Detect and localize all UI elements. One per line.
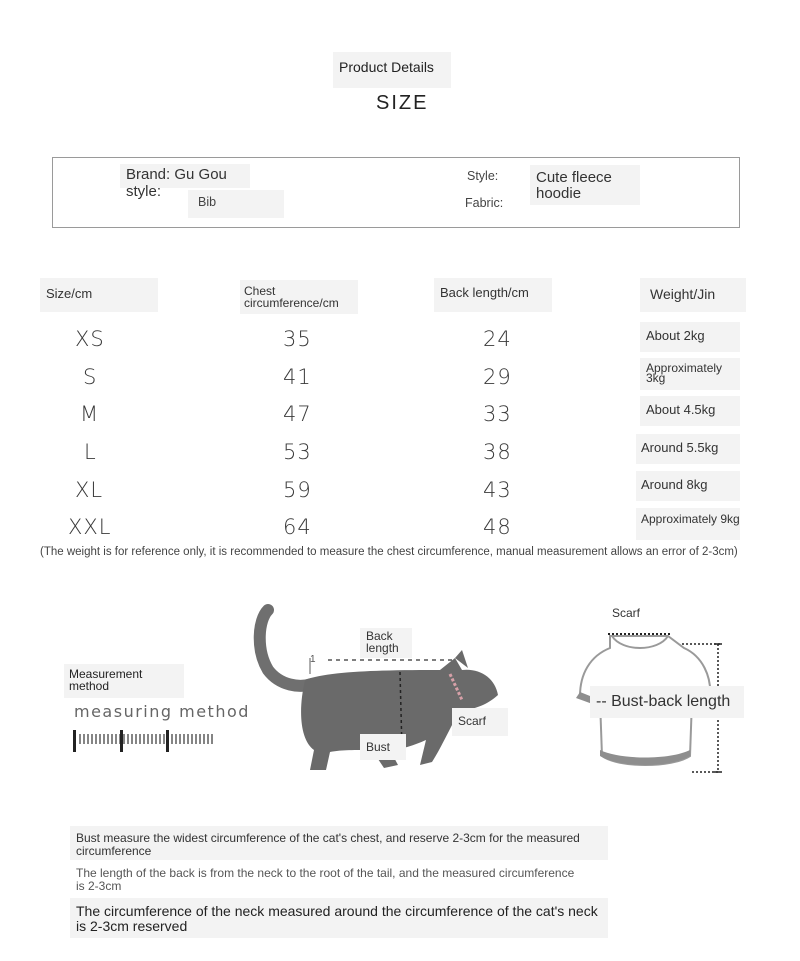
- measurement-method-label: Measurement method: [64, 664, 184, 698]
- header-weight: Weight/Jin: [640, 278, 746, 312]
- weight-cell: Around 5.5kg: [636, 434, 740, 464]
- size-cell: S: [83, 365, 98, 389]
- note-neck: The circumference of the neck measured around the circumference of the cat's neck is 2-3cm reserved: [70, 898, 608, 938]
- fabric-label: Fabric:: [465, 196, 504, 210]
- weight-cell: Around 8kg: [636, 471, 740, 501]
- size-cell: XXL: [68, 515, 112, 539]
- chest-cell: 59: [283, 478, 312, 502]
- measuring-method-subtitle: measuring method: [74, 702, 250, 721]
- weight-note: (The weight is for reference only, it is recommended to measure the chest circumference, manual measurement allows an error of 2-3cm): [40, 546, 738, 558]
- brand-label: Brand: Gu Gou: [120, 164, 250, 188]
- size-cell: XL: [75, 478, 104, 502]
- weight-cell: Approximately 9kg: [636, 508, 740, 540]
- scarf-label: Scarf: [452, 708, 508, 736]
- style-value-right: Cute fleece hoodie: [530, 165, 640, 205]
- header-back-length: Back length/cm: [434, 278, 552, 312]
- back-cell: 48: [483, 515, 512, 539]
- size-cell: M: [80, 402, 100, 426]
- diagram-scarf-label: Scarf: [612, 606, 641, 620]
- weight-cell: Approximately 3kg: [640, 358, 740, 390]
- note-back: The length of the back is from the neck to the root of the tail, and the measured circumference is 2-3cm: [76, 866, 575, 893]
- back-length-label: Back length: [360, 628, 412, 658]
- style-label-left: style:: [126, 183, 162, 200]
- chest-cell: 47: [283, 402, 312, 426]
- bust-back-length-label: -- Bust-back length: [590, 686, 744, 718]
- size-cell: XS: [75, 327, 105, 351]
- style-label-right: Style:: [467, 169, 499, 183]
- size-cell: L: [84, 440, 97, 464]
- page-title: SIZE: [376, 92, 429, 114]
- back-cell: 33: [483, 402, 512, 426]
- bust-label: Bust: [360, 734, 406, 760]
- note-bust: Bust measure the widest circumference of the cat's chest, and reserve 2-3cm for the measured circumference: [70, 826, 608, 860]
- chest-cell: 64: [283, 515, 312, 539]
- chest-cell: 41: [283, 365, 312, 389]
- weight-cell: About 2kg: [640, 322, 740, 352]
- back-cell: 24: [483, 327, 512, 351]
- back-cell: 38: [483, 440, 512, 464]
- product-details-label: Product Details: [333, 52, 451, 88]
- style-value-left: Bib: [188, 190, 284, 218]
- back-cell: 43: [483, 478, 512, 502]
- chest-cell: 53: [283, 440, 312, 464]
- header-chest: Chest circumference/cm: [240, 280, 358, 314]
- one-marker: 1: [310, 654, 316, 665]
- chest-cell: 35: [283, 327, 312, 351]
- header-size: Size/cm: [40, 278, 158, 312]
- back-cell: 29: [483, 365, 512, 389]
- ruler-icon: [70, 726, 220, 758]
- weight-cell: About 4.5kg: [640, 396, 740, 426]
